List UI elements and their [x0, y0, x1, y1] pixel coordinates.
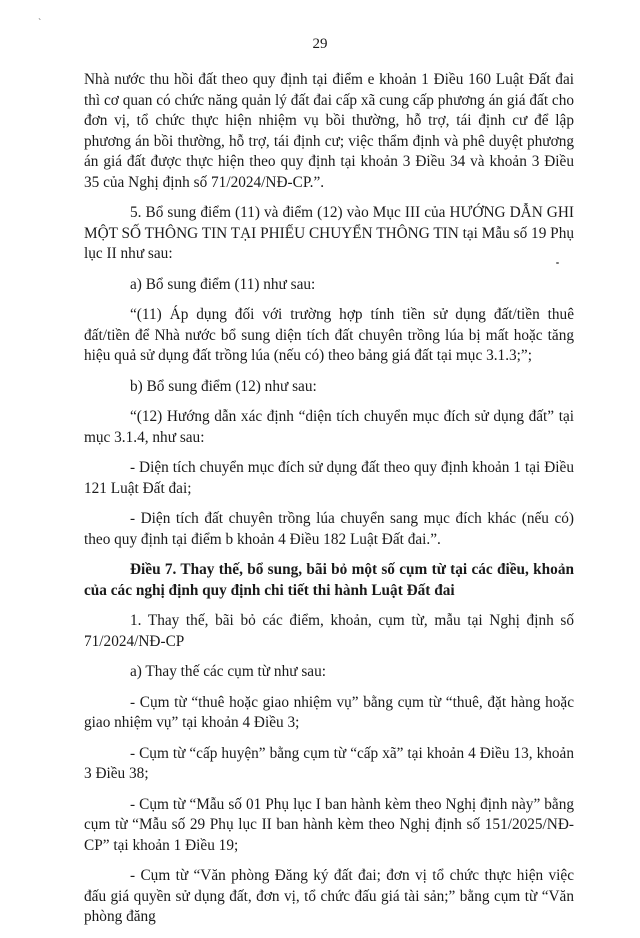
paragraph-article-7-clause-1: 1. Thay thế, bãi bỏ các điểm, khoản, cụm từ, mẫu tại Nghị định số 71/2024/NĐ-CP [84, 612, 574, 650]
paragraph-item-5a: a) Bổ sung điểm (11) như sau: [130, 275, 316, 293]
page-number: 29 [312, 36, 328, 52]
paragraph-replacement-3: - Cụm từ “Mẫu số 01 Phụ lục I ban hành kèm theo Nghị định này” bằng cụm từ “Mẫu số 29 Phụ lục II ban hành kèm theo Nghị định số 151/2025/NĐ-CP” tại khoản 1 Điều 19; [84, 795, 574, 854]
paragraph-point-12: “(12) Hướng dẫn xác định “diện tích chuyển mục đích sử dụng đất” tại mục 3.1.4, như sau: [84, 408, 574, 446]
paragraph-item-5: 5. Bổ sung điểm (11) và điểm (12) vào Mục III của HƯỚNG DẪN GHI MỘT SỐ THÔNG TIN TẠI PHIẾU CHUYỂN THÔNG TIN tại Mẫu số 19 Phụ lục II như sau: [84, 204, 574, 262]
paragraph-replacement-2: - Cụm từ “cấp huyện” bằng cụm từ “cấp xã” tại khoản 4 Điều 13, khoản 3 Điều 38; [84, 744, 574, 782]
paragraph-item-5b: b) Bổ sung điểm (12) như sau: [130, 377, 317, 395]
paragraph-point-12-dash-2: - Diện tích đất chuyên trồng lúa chuyển sang mục đích khác (nếu có) theo quy định tại điểm b khoản 4 Điều 182 Luật Đất đai.”. [84, 510, 574, 548]
article-7-heading: Điều 7. Thay thế, bổ sung, bãi bỏ một số cụm từ tại các điều, khoản của các nghị định quy định chi tiết thi hành Luật Đất đai [84, 561, 574, 599]
document-body [84, 70, 574, 938]
scan-speck [556, 262, 559, 264]
paragraph-point-12-dash-1: - Diện tích chuyển mục đích sử dụng đất theo quy định khoản 1 tại Điều 121 Luật Đất đai; [84, 459, 574, 497]
scan-mark: ` [38, 18, 42, 29]
paragraph-article-7-clause-1a: a) Thay thế các cụm từ như sau: [130, 663, 326, 680]
paragraph-replacement-4: - Cụm từ “Văn phòng Đăng ký đất đai; đơn vị tổ chức thực hiện việc đấu giá quyền sử dụng đất, đơn vị, tổ chức đấu giá tài sản;” bằng cụm từ “Văn phòng đăng [84, 867, 574, 925]
paragraph-continuation: Nhà nước thu hồi đất theo quy định tại điểm e khoản 1 Điều 160 Luật Đất đai thì cơ quan có chức năng quản lý đất đai cấp xã cung cấp phương án giá đất cho đơn vị, tổ chức thực hiện nhiệm vụ bồi thường, hỗ trợ, tái định cư để lập phương án bồi thường, hỗ trợ, tái định cư; việc thẩm định và phê duyệt phương án giá đất được thực hiện theo quy định tại khoản 3 Điều 34 và khoản 3 Điều 35 của Nghị định số 71/2024/NĐ-CP.”. [84, 71, 574, 191]
paragraph-point-11: “(11) Áp dụng đối với trường hợp tính tiền sử dụng đất/tiền thuê đất/tiền để Nhà nước bổ sung diện tích đất chuyên trồng lúa bị mất hoặc tăng hiệu quả sử dụng đất trồng lúa (nếu có) theo bảng giá đất tại mục 3.1.3;”; [84, 306, 574, 364]
paragraph-replacement-1: - Cụm từ “thuê hoặc giao nhiệm vụ” bằng cụm từ “thuê, đặt hàng hoặc giao nhiệm vụ” tại khoản 4 Điều 3; [84, 693, 574, 731]
